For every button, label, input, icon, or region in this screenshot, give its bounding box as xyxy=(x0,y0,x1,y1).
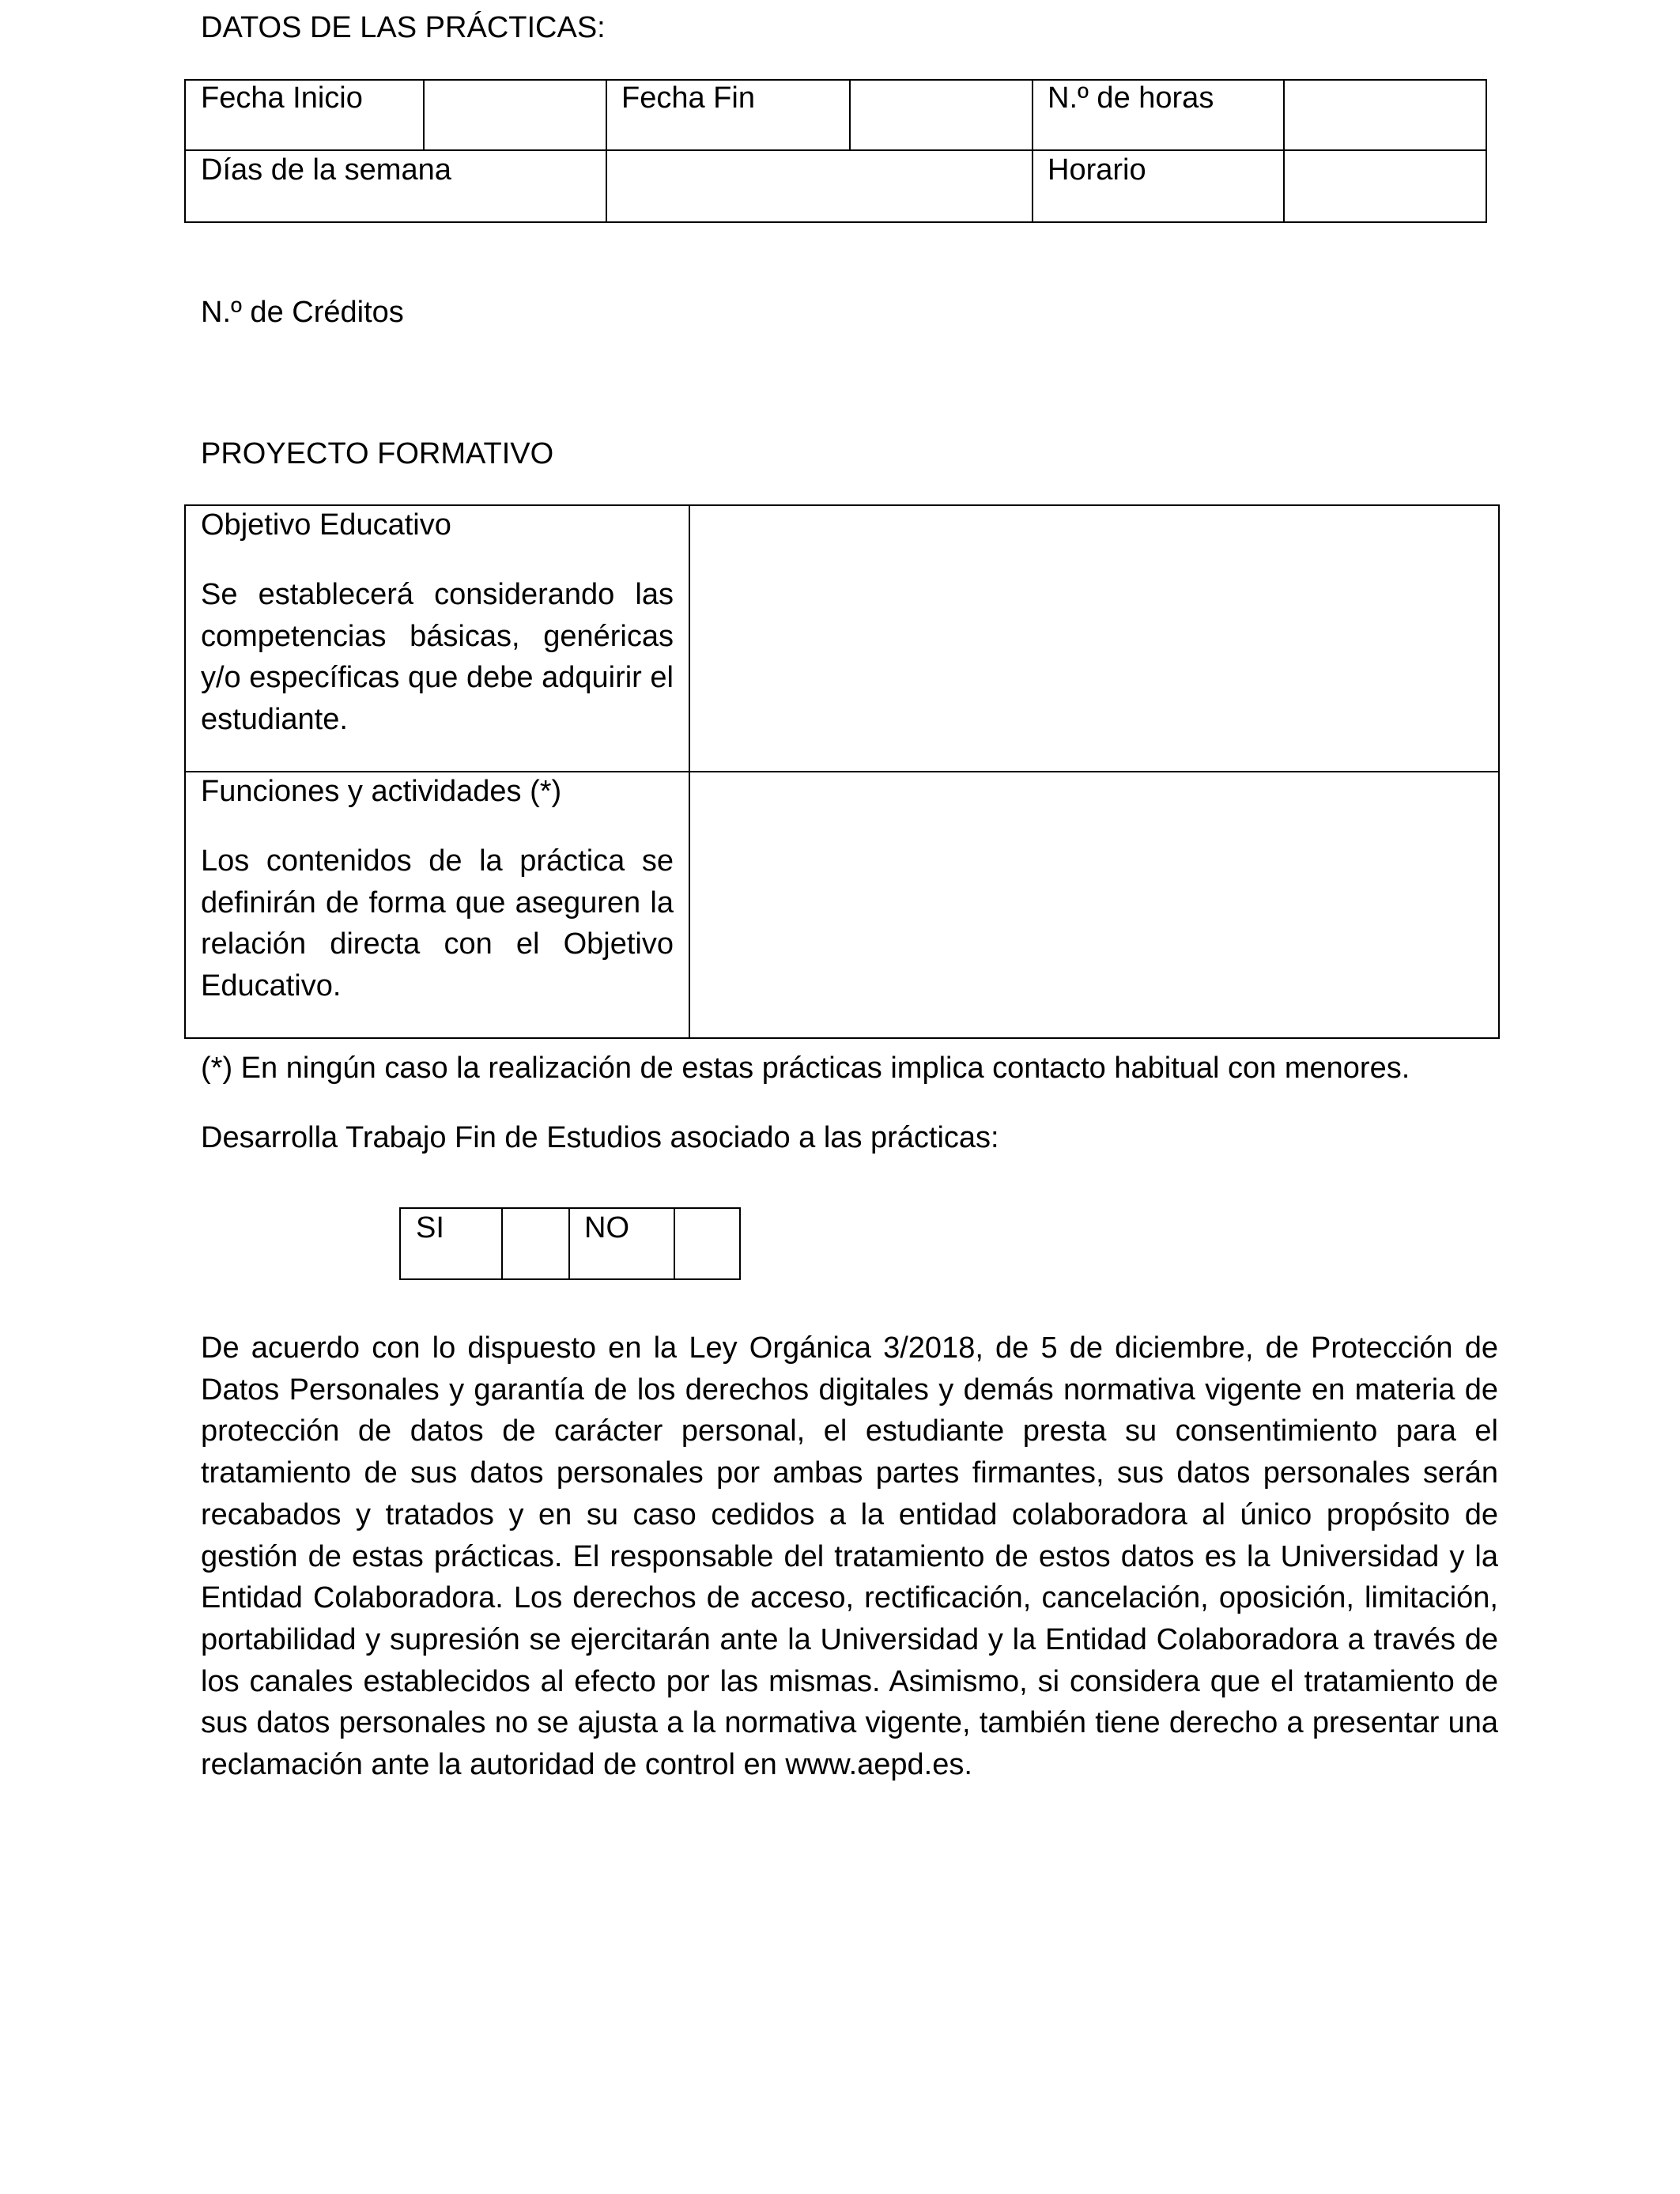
horas-label: N.º de horas xyxy=(1048,81,1214,115)
no-checkbox[interactable] xyxy=(675,1209,739,1278)
horario-label: Horario xyxy=(1048,153,1146,187)
dias-field[interactable] xyxy=(607,151,1030,221)
funciones-field[interactable] xyxy=(690,772,1497,1037)
objetivo-field[interactable] xyxy=(690,506,1497,771)
fecha-inicio-field[interactable] xyxy=(425,81,604,149)
footnote: (*) En ningún caso la realización de estas prácticas implica contacto habitual con menores. xyxy=(201,1052,1410,1085)
horas-field[interactable] xyxy=(1285,81,1484,149)
fecha-inicio-label: Fecha Inicio xyxy=(201,81,363,115)
objetivo-title: Objetivo Educativo xyxy=(201,508,451,542)
horario-field[interactable] xyxy=(1285,151,1484,221)
no-label: NO xyxy=(584,1211,629,1244)
si-checkbox[interactable] xyxy=(503,1209,568,1278)
funciones-title: Funciones y actividades (*) xyxy=(201,775,562,808)
fecha-fin-field[interactable] xyxy=(851,81,1030,149)
fecha-fin-label: Fecha Fin xyxy=(621,81,755,115)
proyecto-heading: PROYECTO FORMATIVO xyxy=(201,437,554,470)
tfe-question: Desarrolla Trabajo Fin de Estudios asociado a las prácticas: xyxy=(201,1121,999,1154)
practicas-heading: DATOS DE LAS PRÁCTICAS: xyxy=(201,11,606,44)
si-label: SI xyxy=(416,1211,444,1244)
creditos-label: N.º de Créditos xyxy=(201,296,404,329)
dias-label: Días de la semana xyxy=(201,153,451,187)
objetivo-desc: Se establecerá considerando las competencias básicas, genéricas y/o específicas que debe adquirir el estudiante. xyxy=(201,578,674,737)
proteccion-datos-paragraph: De acuerdo con lo dispuesto en la Ley Orgánica 3/2018, de 5 de diciembre, de Protección de Datos Personales y garantía de los derechos digitales y demás normativa vigente en materia de protección de datos de carácter personal, el estudiante presta su consentimiento para el tratamiento de sus datos personales por ambas partes firmantes, sus datos personales serán recabados y tratados y en su caso cedidos a la entidad colaboradora al único propósito de gestión de estas prácticas. El responsable del tratamiento de estos datos es la Universidad y la Entidad Colaboradora. Los derechos de acceso, rectificación, cancelación, oposición, limitación, portabilidad y supresión se ejercitarán ante la Universidad y la Entidad Colaboradora a través de los canales establecidos al efecto por las mismas. Asimismo, si considera que el tratamiento de sus datos personales no se ajusta a la normativa vigente, también tiene derecho a presentar una reclamación ante la autoridad de control en www.aepd.es. xyxy=(201,1331,1498,1782)
funciones-desc: Los contenidos de la práctica se definirán de forma que aseguren la relación directa con el Objetivo Educativo. xyxy=(201,844,674,1003)
